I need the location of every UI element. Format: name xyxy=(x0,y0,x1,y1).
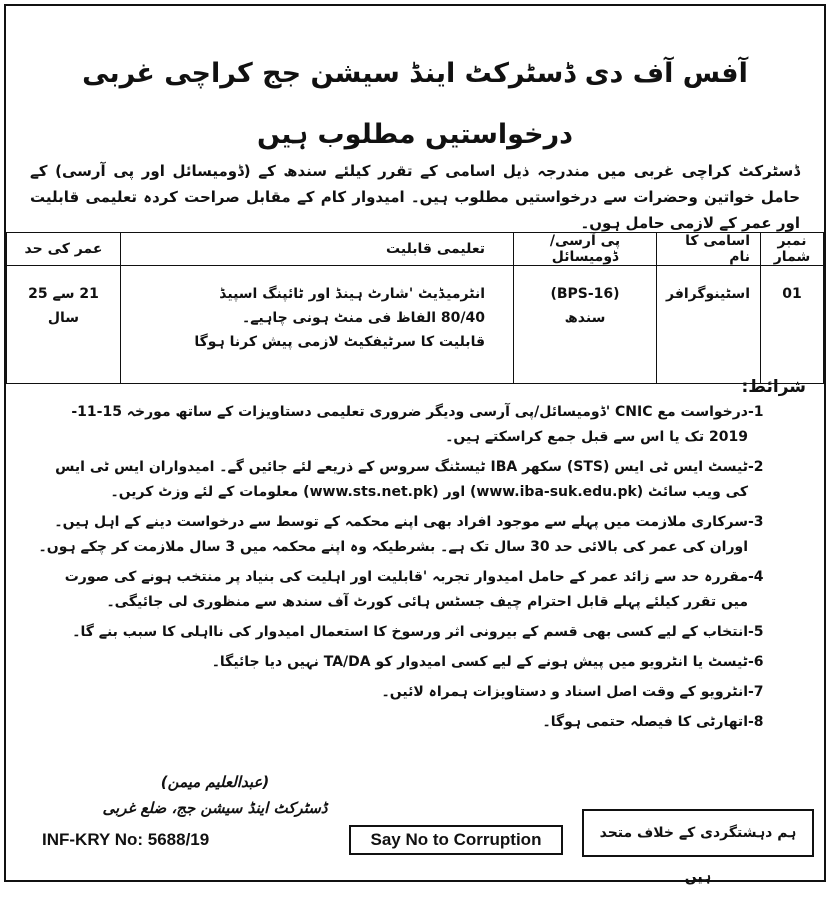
list-item xyxy=(36,510,808,560)
cell-qualification xyxy=(121,266,514,384)
list-item xyxy=(36,680,808,705)
condition-text: درخواست مع CNIC 'ڈومیسائل/پی آرسی ودیگر ضروری تعلیمی دستاویزات کے ساتھ مورخہ 15-11-2019 تک یا اس سے قبل جمع کراسکتے ہیں۔ xyxy=(71,404,748,445)
qualification-line-2: 80/40 الفاظ فی منٹ ہونی چاہیے۔ xyxy=(242,310,485,326)
condition-number: -6 xyxy=(748,654,764,670)
condition-number: -3 xyxy=(748,514,764,530)
conditions-list xyxy=(36,400,808,740)
condition-number: -8 xyxy=(748,714,764,730)
cell-province: سندھ xyxy=(564,310,606,326)
intro-paragraph: ڈسٹرکٹ کراچی غربی میں مندرجہ ذیل اسامی کے تقرر کیلئے سندھ کے (ڈومیسائل اور پی آرسی) کے حامل خواتین وحضرات سے درخواستیں مطلوب ہیں۔ امیدوار کام کے مقابل صراحت کردہ تعلیمی قابلیت اور عمر کے لازمی حامل ہوں۔ xyxy=(30,162,800,232)
age-unit: سال xyxy=(47,310,80,326)
condition-text: اتھارٹی کا فیصلہ حتمی ہوگا۔ xyxy=(542,714,748,730)
condition-text: ٹیسٹ یا انٹرویو میں پیش ہونے کے لیے کسی امیدوار کو TA/DA نہیں دیا جائیگا۔ xyxy=(211,654,748,670)
list-item xyxy=(36,565,808,615)
signature-block xyxy=(100,769,330,821)
condition-text: سرکاری ملازمت میں پہلے سے موجود افراد بھی اپنے محکمہ کے توسط سے درخواست دینے کے اہل ہیں۔ اوران کی عمر کی بالائی حد 30 سال تک ہے۔ بشرطیکہ وہ اپنے محکمہ میں 3 سال ملازمت کر چکے ہوں۔ xyxy=(38,514,748,555)
office-heading: آفس آف دی ڈسٹرکٹ اینڈ سیشن جج کراچی غربی xyxy=(82,58,748,89)
condition-text: انتخاب کے لیے کسی بھی قسم کے بیرونی اثر ورسوخ کا استعمال امیدوار کی نااہلی کا سبب بنے گا۔ xyxy=(72,624,748,640)
cell-domicile xyxy=(514,266,657,384)
advertisement-page xyxy=(4,4,826,885)
list-item xyxy=(36,710,808,735)
anti-corruption-box: Say No to Corruption xyxy=(349,825,563,855)
list-item xyxy=(36,400,808,450)
header-serial: نمبر شمار xyxy=(761,233,824,266)
condition-number: -1 xyxy=(748,404,764,420)
condition-number: -2 xyxy=(748,459,764,475)
condition-number: -5 xyxy=(748,624,764,640)
condition-text: مقررہ حد سے زائد عمر کے حامل امیدوار تجربہ 'قابلیت اور اہلیت کی بنیاد پر منتخب ہونے کی صورت میں تقرر کیلئے پہلے قابل احترام چیف جسٹس ہائی کورٹ آف سندھ سے منظوری لی جائیگی۔ xyxy=(64,569,748,610)
cell-post: اسٹینوگرافر xyxy=(657,266,761,384)
condition-number: -7 xyxy=(748,684,764,700)
condition-number: -4 xyxy=(748,569,764,585)
conditions-heading: شرائط: xyxy=(741,377,806,397)
cell-serial: 01 xyxy=(761,266,824,384)
table-row xyxy=(7,266,824,384)
condition-text: انٹرویو کے وقت اصل اسناد و دستاویزات ہمراہ لائیں۔ xyxy=(381,684,748,700)
anti-terror-slogan-box: ہم دہشتگردی کے خلاف متحد ہیں xyxy=(582,809,814,857)
signatory-name: (عبدالعلیم میمن) xyxy=(160,773,270,791)
cell-bps: (BPS-16) xyxy=(550,286,620,302)
age-range: 21 سے 25 xyxy=(28,286,99,302)
vacancy-table xyxy=(6,232,824,384)
header-qualification: تعلیمی قابلیت xyxy=(121,233,514,266)
qualification-line-3: قابلیت کا سرٹیفکیٹ لازمی پیش کرنا ہوگا xyxy=(194,334,485,350)
list-item xyxy=(36,620,808,645)
header-age: عمر کی حد xyxy=(7,233,121,266)
signatory-designation: ڈسٹرکٹ اینڈ سیشن جج، ضلع غربی xyxy=(102,799,328,817)
list-item xyxy=(36,455,808,505)
list-item xyxy=(36,650,808,675)
header-post: اسامی کا نام xyxy=(657,233,761,266)
condition-text: ٹیسٹ ایس ٹی ایس (STS) سکھر IBA ٹیسٹنگ سروس کے ذریعے لئے جائیں گے۔ امیدواران ایس ٹی ایس کی ویب سائٹ (www.iba-suk.edu.pk) اور (www.sts.net.pk) معلومات کے لئے وزٹ کریں۔ xyxy=(55,459,748,500)
cell-age xyxy=(7,266,121,384)
header-domicile: پی آرسی/ڈومیسائل xyxy=(514,233,657,266)
inf-number: INF-KRY No: 5688/19 xyxy=(42,830,210,849)
page-title: درخواستیں مطلوب ہیں xyxy=(257,119,573,150)
table-header-row xyxy=(7,233,824,266)
qualification-line-1: انٹرمیڈیٹ 'شارٹ ہینڈ اور ٹائپنگ اسپیڈ xyxy=(219,286,485,302)
